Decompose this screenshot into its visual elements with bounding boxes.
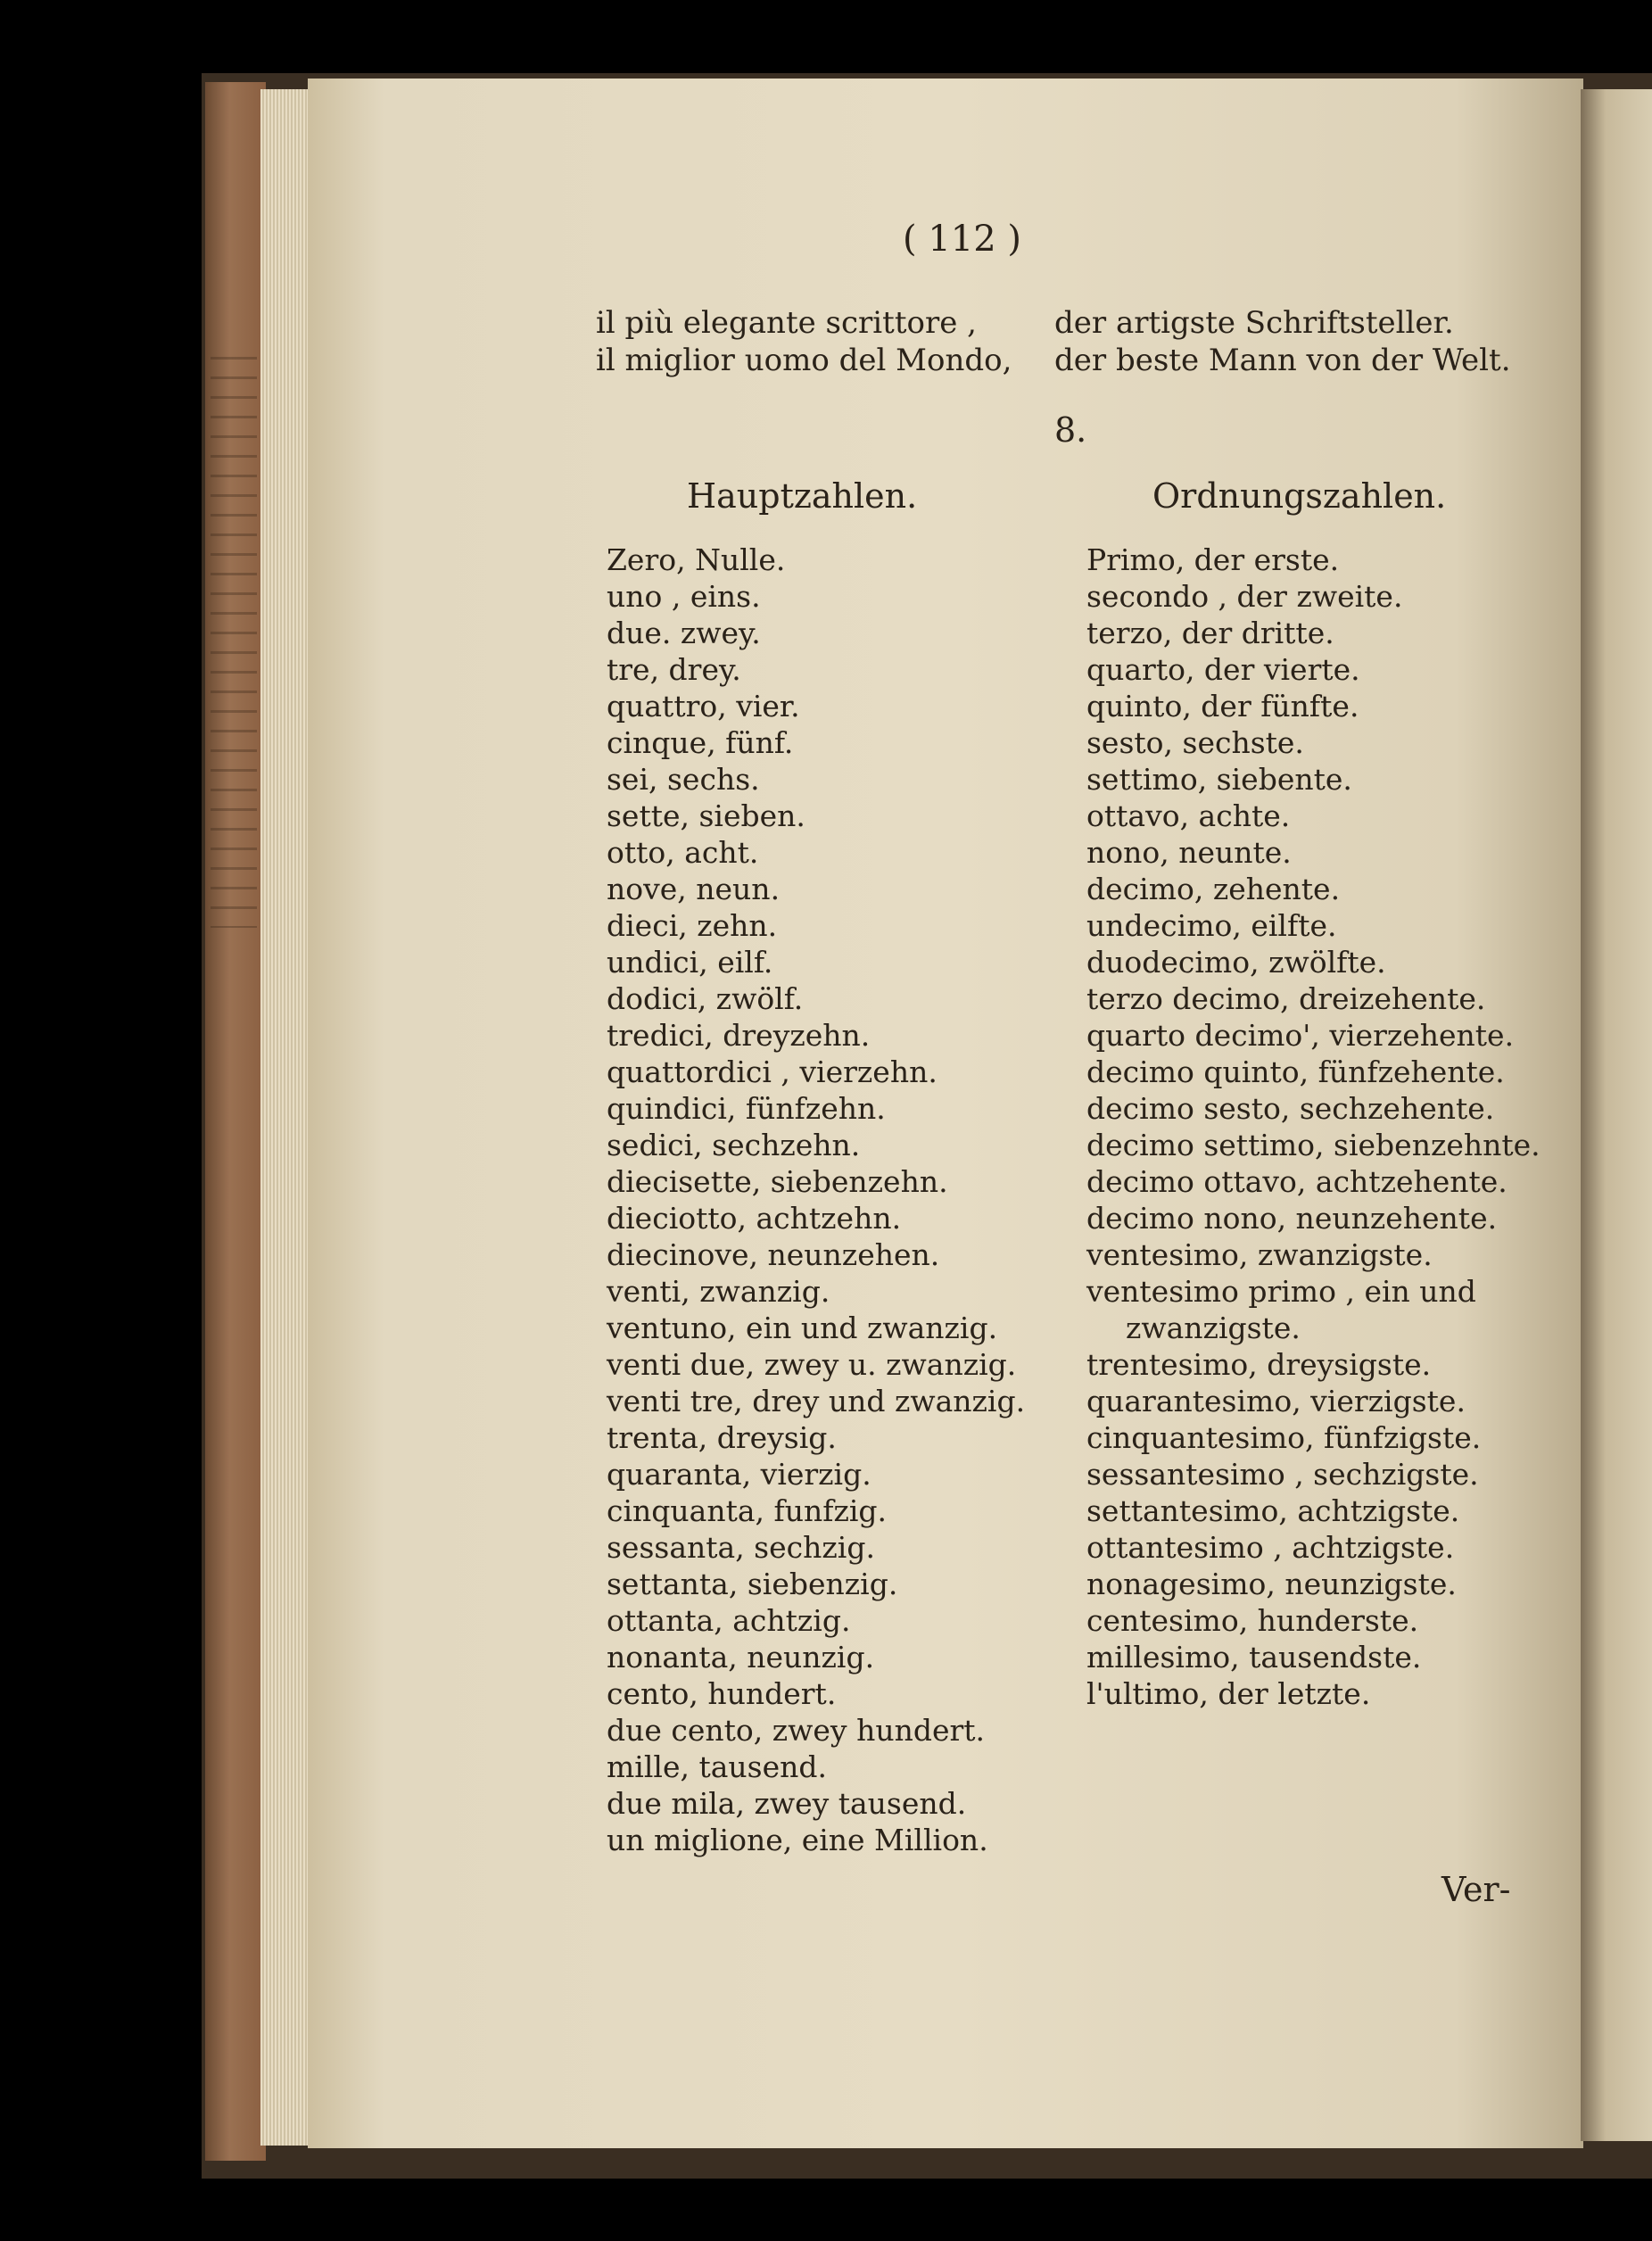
cardinal-entry: sedici, sechzehn. [607, 1128, 861, 1162]
ordinal-entry: sesto, sechste. [1086, 725, 1304, 760]
cardinal-entry: quaranta, vierzig. [607, 1457, 871, 1492]
catchword: Ver- [1441, 1870, 1511, 1909]
cardinal-entry: un miglione, eine Million. [607, 1823, 988, 1857]
ordinal-entry: secondo , der zweite. [1086, 579, 1403, 614]
ordinal-entry: undecimo, eilfte. [1086, 908, 1337, 943]
cardinal-entry: due. zwey. [607, 616, 761, 650]
cardinal-entry: undici, eilf. [607, 945, 773, 980]
cardinal-entry: cinque, fünf. [607, 725, 794, 760]
ordinal-entry: quinto, der fünfte. [1086, 689, 1359, 724]
ordinal-entry: settantesimo, achtzigste. [1086, 1493, 1460, 1528]
ordinal-entry: cinquantesimo, fünfzigste. [1086, 1420, 1482, 1455]
cardinal-entry: dieciotto, achtzehn. [607, 1201, 902, 1236]
cardinal-entry: sette, sieben. [607, 798, 805, 833]
section-number: 8. [1054, 410, 1087, 450]
cardinal-entry: sei, sechs. [607, 762, 760, 797]
cardinal-entry: diecinove, neunzehen. [607, 1237, 940, 1272]
ordinal-entry: l'ultimo, der letzte. [1086, 1676, 1371, 1711]
ordinal-entry: centesimo, hunderste. [1086, 1603, 1419, 1638]
ordinal-entry: quarantesimo, vierzigste. [1086, 1384, 1466, 1418]
cardinal-entry: mille, tausend. [607, 1749, 827, 1784]
ordinal-entry: settimo, siebente. [1086, 762, 1352, 797]
cardinal-entry: quattro, vier. [607, 689, 800, 724]
facing-page-edge [1581, 89, 1652, 2141]
ordinal-entry: decimo ottavo, achtzehente. [1086, 1164, 1507, 1199]
ordinal-entry: sessantesimo , sechzigste. [1086, 1457, 1479, 1492]
top-line-german-2: der beste Mann von der Welt. [1054, 343, 1511, 378]
cardinal-entry: cinquanta, funfzig. [607, 1493, 887, 1528]
cardinal-entry: dodici, zwölf. [607, 981, 804, 1016]
page-number: ( 112 ) [903, 219, 1021, 260]
heading-cardinals: Hauptzahlen. [687, 476, 918, 516]
ordinal-entry: decimo nono, neunzehente. [1086, 1201, 1498, 1236]
cardinal-entry: trenta, dreysig. [607, 1420, 837, 1455]
ordinal-entry: nono, neunte. [1086, 835, 1292, 870]
cardinal-entry: nonanta, neunzig. [607, 1640, 875, 1675]
cardinal-entry: due cento, zwey hundert. [607, 1713, 986, 1748]
ordinal-entry: Primo, der erste. [1086, 542, 1340, 577]
ordinal-entry: trentesimo, dreysigste. [1086, 1347, 1432, 1382]
ordinal-entry: ventesimo primo , ein und [1086, 1274, 1476, 1309]
ordinal-entry: decimo quinto, fünfzehente. [1086, 1054, 1505, 1089]
cardinal-entry: quattordici , vierzehn. [607, 1054, 938, 1089]
cardinal-entry: otto, acht. [607, 835, 759, 870]
ordinal-entry: terzo decimo, dreizehente. [1086, 981, 1486, 1016]
cardinal-entry: nove, neun. [607, 872, 781, 906]
top-line-italian-1: il più elegante scrittore , [596, 305, 977, 341]
cardinal-entry: diecisette, siebenzehn. [607, 1164, 948, 1199]
ordinal-entry-continuation: zwanzigste. [1126, 1311, 1301, 1345]
cardinal-entry: tre, drey. [607, 652, 741, 687]
ordinal-entry: ottavo, achte. [1086, 798, 1291, 833]
cardinal-entry: quindici, fünfzehn. [607, 1091, 886, 1126]
ordinal-entry: quarto decimo', vierzehente. [1086, 1018, 1515, 1053]
cardinal-entry: sessanta, sechzig. [607, 1530, 875, 1565]
cardinal-entry: ventuno, ein und zwanzig. [607, 1311, 998, 1345]
cardinal-entry: cento, hundert. [607, 1676, 837, 1711]
cardinal-entry: venti due, zwey u. zwanzig. [607, 1347, 1017, 1382]
ordinal-entry: ottantesimo , achtzigste. [1086, 1530, 1455, 1565]
ordinal-entry: ventesimo, zwanzigste. [1086, 1237, 1433, 1272]
ordinal-entry: nonagesimo, neunzigste. [1086, 1567, 1457, 1601]
ordinal-entry: decimo, zehente. [1086, 872, 1341, 906]
top-line-german-1: der artigste Schriftsteller. [1054, 305, 1454, 341]
ordinal-entry: terzo, der dritte. [1086, 616, 1334, 650]
ordinal-entry: millesimo, tausendste. [1086, 1640, 1422, 1675]
cardinal-entry: tredici, dreyzehn. [607, 1018, 871, 1053]
top-line-italian-2: il miglior uomo del Mondo, [596, 343, 1012, 378]
ordinal-entry: duodecimo, zwölfte. [1086, 945, 1386, 980]
page-edges [260, 89, 312, 2146]
cardinal-entry: uno , eins. [607, 579, 761, 614]
cardinal-entry: Zero, Nulle. [607, 542, 786, 577]
cardinal-entry: ottanta, achtzig. [607, 1603, 851, 1638]
cardinal-entry: venti tre, drey und zwanzig. [607, 1384, 1026, 1418]
cover-wear [211, 357, 257, 928]
heading-ordinals: Ordnungszahlen. [1152, 476, 1447, 516]
ordinal-entry: decimo sesto, sechzehente. [1086, 1091, 1495, 1126]
ordinal-entry: decimo settimo, siebenzehnte. [1086, 1128, 1540, 1162]
cardinal-entry: venti, zwanzig. [607, 1274, 830, 1309]
cardinal-entry: settanta, siebenzig. [607, 1567, 898, 1601]
cardinal-entry: due mila, zwey tausend. [607, 1786, 967, 1821]
ordinal-entry: quarto, der vierte. [1086, 652, 1360, 687]
cardinal-entry: dieci, zehn. [607, 908, 778, 943]
